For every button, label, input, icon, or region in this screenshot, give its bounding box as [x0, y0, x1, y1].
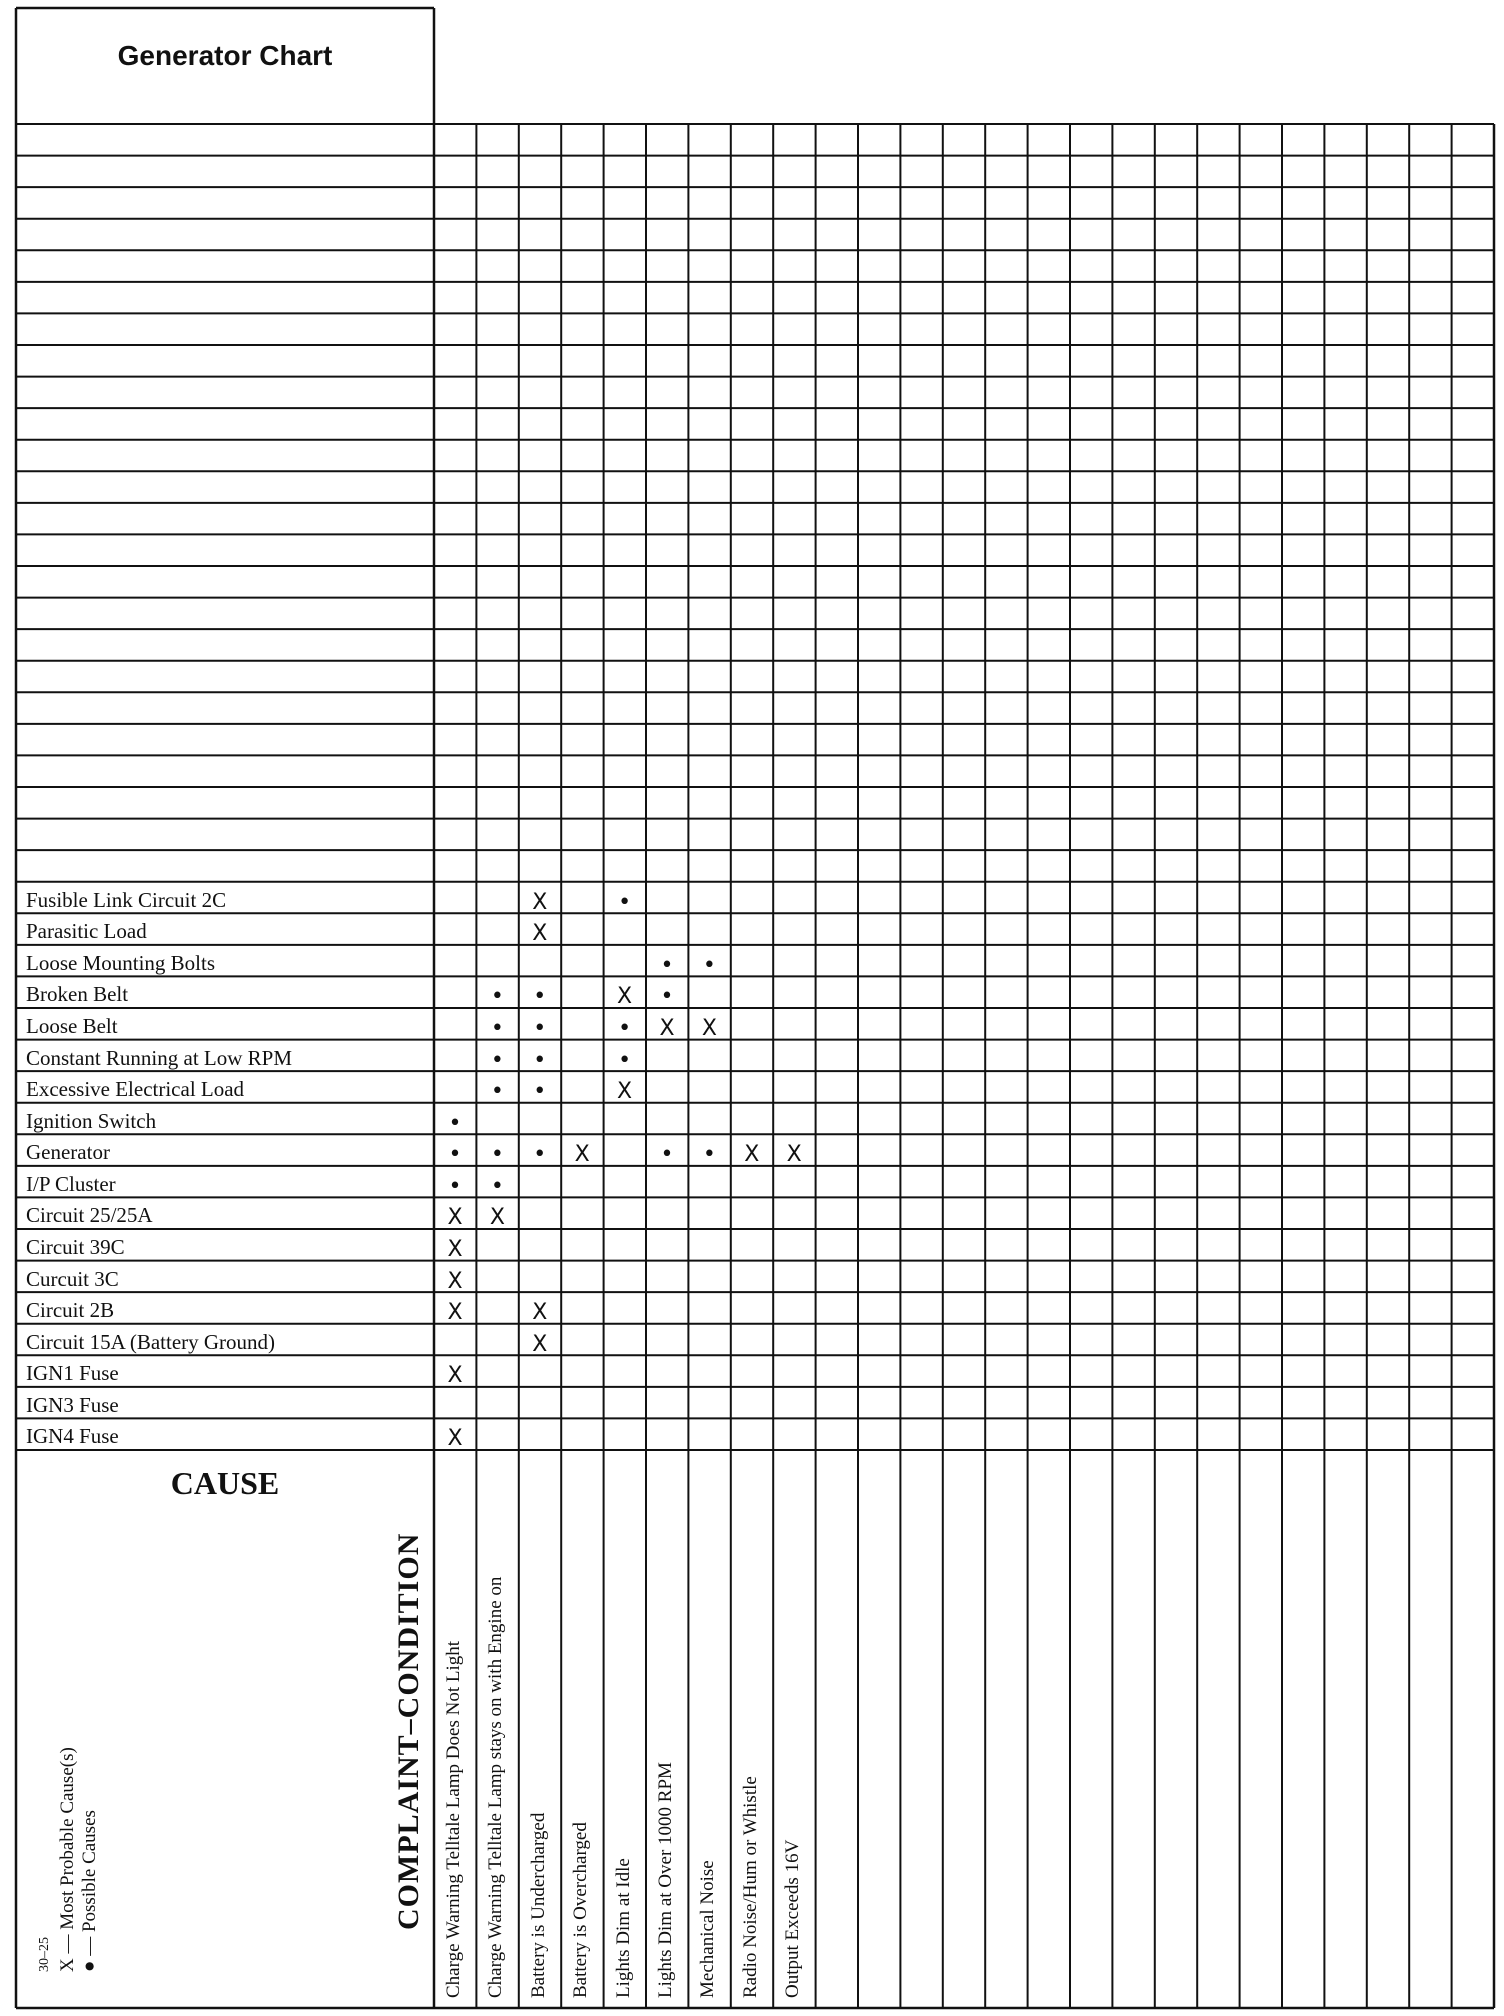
most-probable-mark: X	[744, 1142, 760, 1168]
possible-cause-mark: •	[448, 1142, 462, 1168]
cause-label: Excessive Electrical Load	[26, 1077, 245, 1102]
complaint-label: Battery is Undercharged	[527, 1812, 549, 1998]
most-probable-mark: X	[532, 889, 548, 915]
cause-label: Curcuit 3C	[26, 1266, 119, 1291]
most-probable-mark: X	[659, 1016, 675, 1041]
possible-cause-mark: •	[490, 1016, 504, 1041]
possible-cause-mark: •	[702, 1142, 716, 1168]
possible-cause-mark: •	[660, 1142, 674, 1168]
cause-label: Ignition Switch	[26, 1108, 157, 1133]
most-probable-mark: X	[447, 1268, 463, 1294]
cause-label: I/P Cluster	[26, 1171, 116, 1196]
cause-label: Circuit 25/25A	[26, 1203, 153, 1228]
chart-title: Generator Chart	[117, 40, 333, 71]
possible-cause-mark: •	[490, 1142, 504, 1168]
possible-cause-mark: •	[490, 984, 504, 1010]
most-probable-mark: X	[447, 1300, 463, 1326]
most-probable-mark: X	[447, 1237, 463, 1262]
possible-cause-mark: •	[490, 1079, 504, 1105]
cause-label: Circuit 2B	[26, 1298, 115, 1323]
cause-label: Circuit 15A (Battery Ground)	[26, 1329, 276, 1354]
most-probable-mark: X	[701, 1016, 717, 1041]
complaint-label: Charge Warning Telltale Lamp stays on with Engine on	[485, 1576, 507, 1998]
possible-cause-mark: •	[618, 1016, 632, 1041]
possible-cause-mark: •	[702, 952, 716, 978]
possible-cause-mark: •	[533, 1016, 547, 1041]
complaint-label: Mechanical Noise	[697, 1860, 719, 1998]
cause-label: Circuit 39C	[26, 1235, 125, 1259]
complaint-label: Output Exceeds 16V	[782, 1839, 804, 1998]
most-probable-mark: X	[786, 1142, 802, 1168]
cause-label: Generator	[26, 1140, 110, 1165]
complaint-label: Lights Dim at Idle	[612, 1858, 634, 1998]
cause-label: Fusible Link Circuit 2C	[26, 887, 227, 912]
possible-cause-mark: •	[660, 952, 674, 978]
most-probable-mark: X	[617, 1079, 633, 1105]
most-probable-mark: X	[532, 1331, 548, 1357]
possible-cause-mark: •	[533, 984, 547, 1010]
possible-cause-mark: •	[533, 1079, 547, 1105]
possible-cause-mark: •	[533, 1047, 547, 1073]
most-probable-mark: X	[574, 1142, 590, 1168]
cause-label: IGN4 Fuse	[26, 1424, 119, 1449]
complaint-label: Battery is Overcharged	[570, 1822, 592, 1998]
most-probable-mark: X	[617, 984, 633, 1010]
legend-code: 30–25	[37, 1937, 52, 1972]
legend-possible: ● — Possible Causes	[79, 1810, 100, 1972]
cause-label: Constant Running at Low RPM	[26, 1045, 293, 1070]
legend-most-probable: X — Most Probable Cause(s)	[57, 1747, 78, 1972]
cause-label: IGN1 Fuse	[26, 1361, 119, 1386]
possible-cause-mark: •	[618, 1047, 632, 1073]
cause-label: Loose Belt	[26, 1014, 118, 1038]
most-probable-mark: X	[532, 1300, 548, 1326]
complaint-label: Lights Dim at Over 1000 RPM	[655, 1762, 676, 1998]
most-probable-mark: X	[489, 1205, 505, 1231]
most-probable-mark: X	[532, 921, 548, 947]
cause-label: Broken Belt	[26, 982, 129, 1007]
cause-heading: CAUSE	[170, 1465, 280, 1501]
cause-label: IGN3 Fuse	[26, 1392, 119, 1417]
possible-cause-mark: •	[660, 984, 674, 1010]
most-probable-mark: X	[447, 1205, 463, 1231]
most-probable-mark: X	[447, 1363, 463, 1389]
possible-cause-mark: •	[448, 1110, 462, 1136]
possible-cause-mark: •	[490, 1047, 504, 1073]
complaint-label: Radio Noise/Hum or Whistle	[739, 1776, 761, 1998]
complaint-heading: COMPLAINT–CONDITION	[392, 1532, 425, 1930]
possible-cause-mark: •	[448, 1173, 462, 1199]
possible-cause-mark: •	[490, 1173, 504, 1199]
possible-cause-mark: •	[618, 889, 632, 915]
cause-label: Parasitic Load	[26, 919, 147, 944]
complaint-label: Charge Warning Telltale Lamp Does Not Light	[443, 1640, 464, 1998]
possible-cause-mark: •	[533, 1142, 547, 1168]
cause-label: Loose Mounting Bolts	[26, 950, 216, 975]
most-probable-mark: X	[447, 1426, 463, 1452]
